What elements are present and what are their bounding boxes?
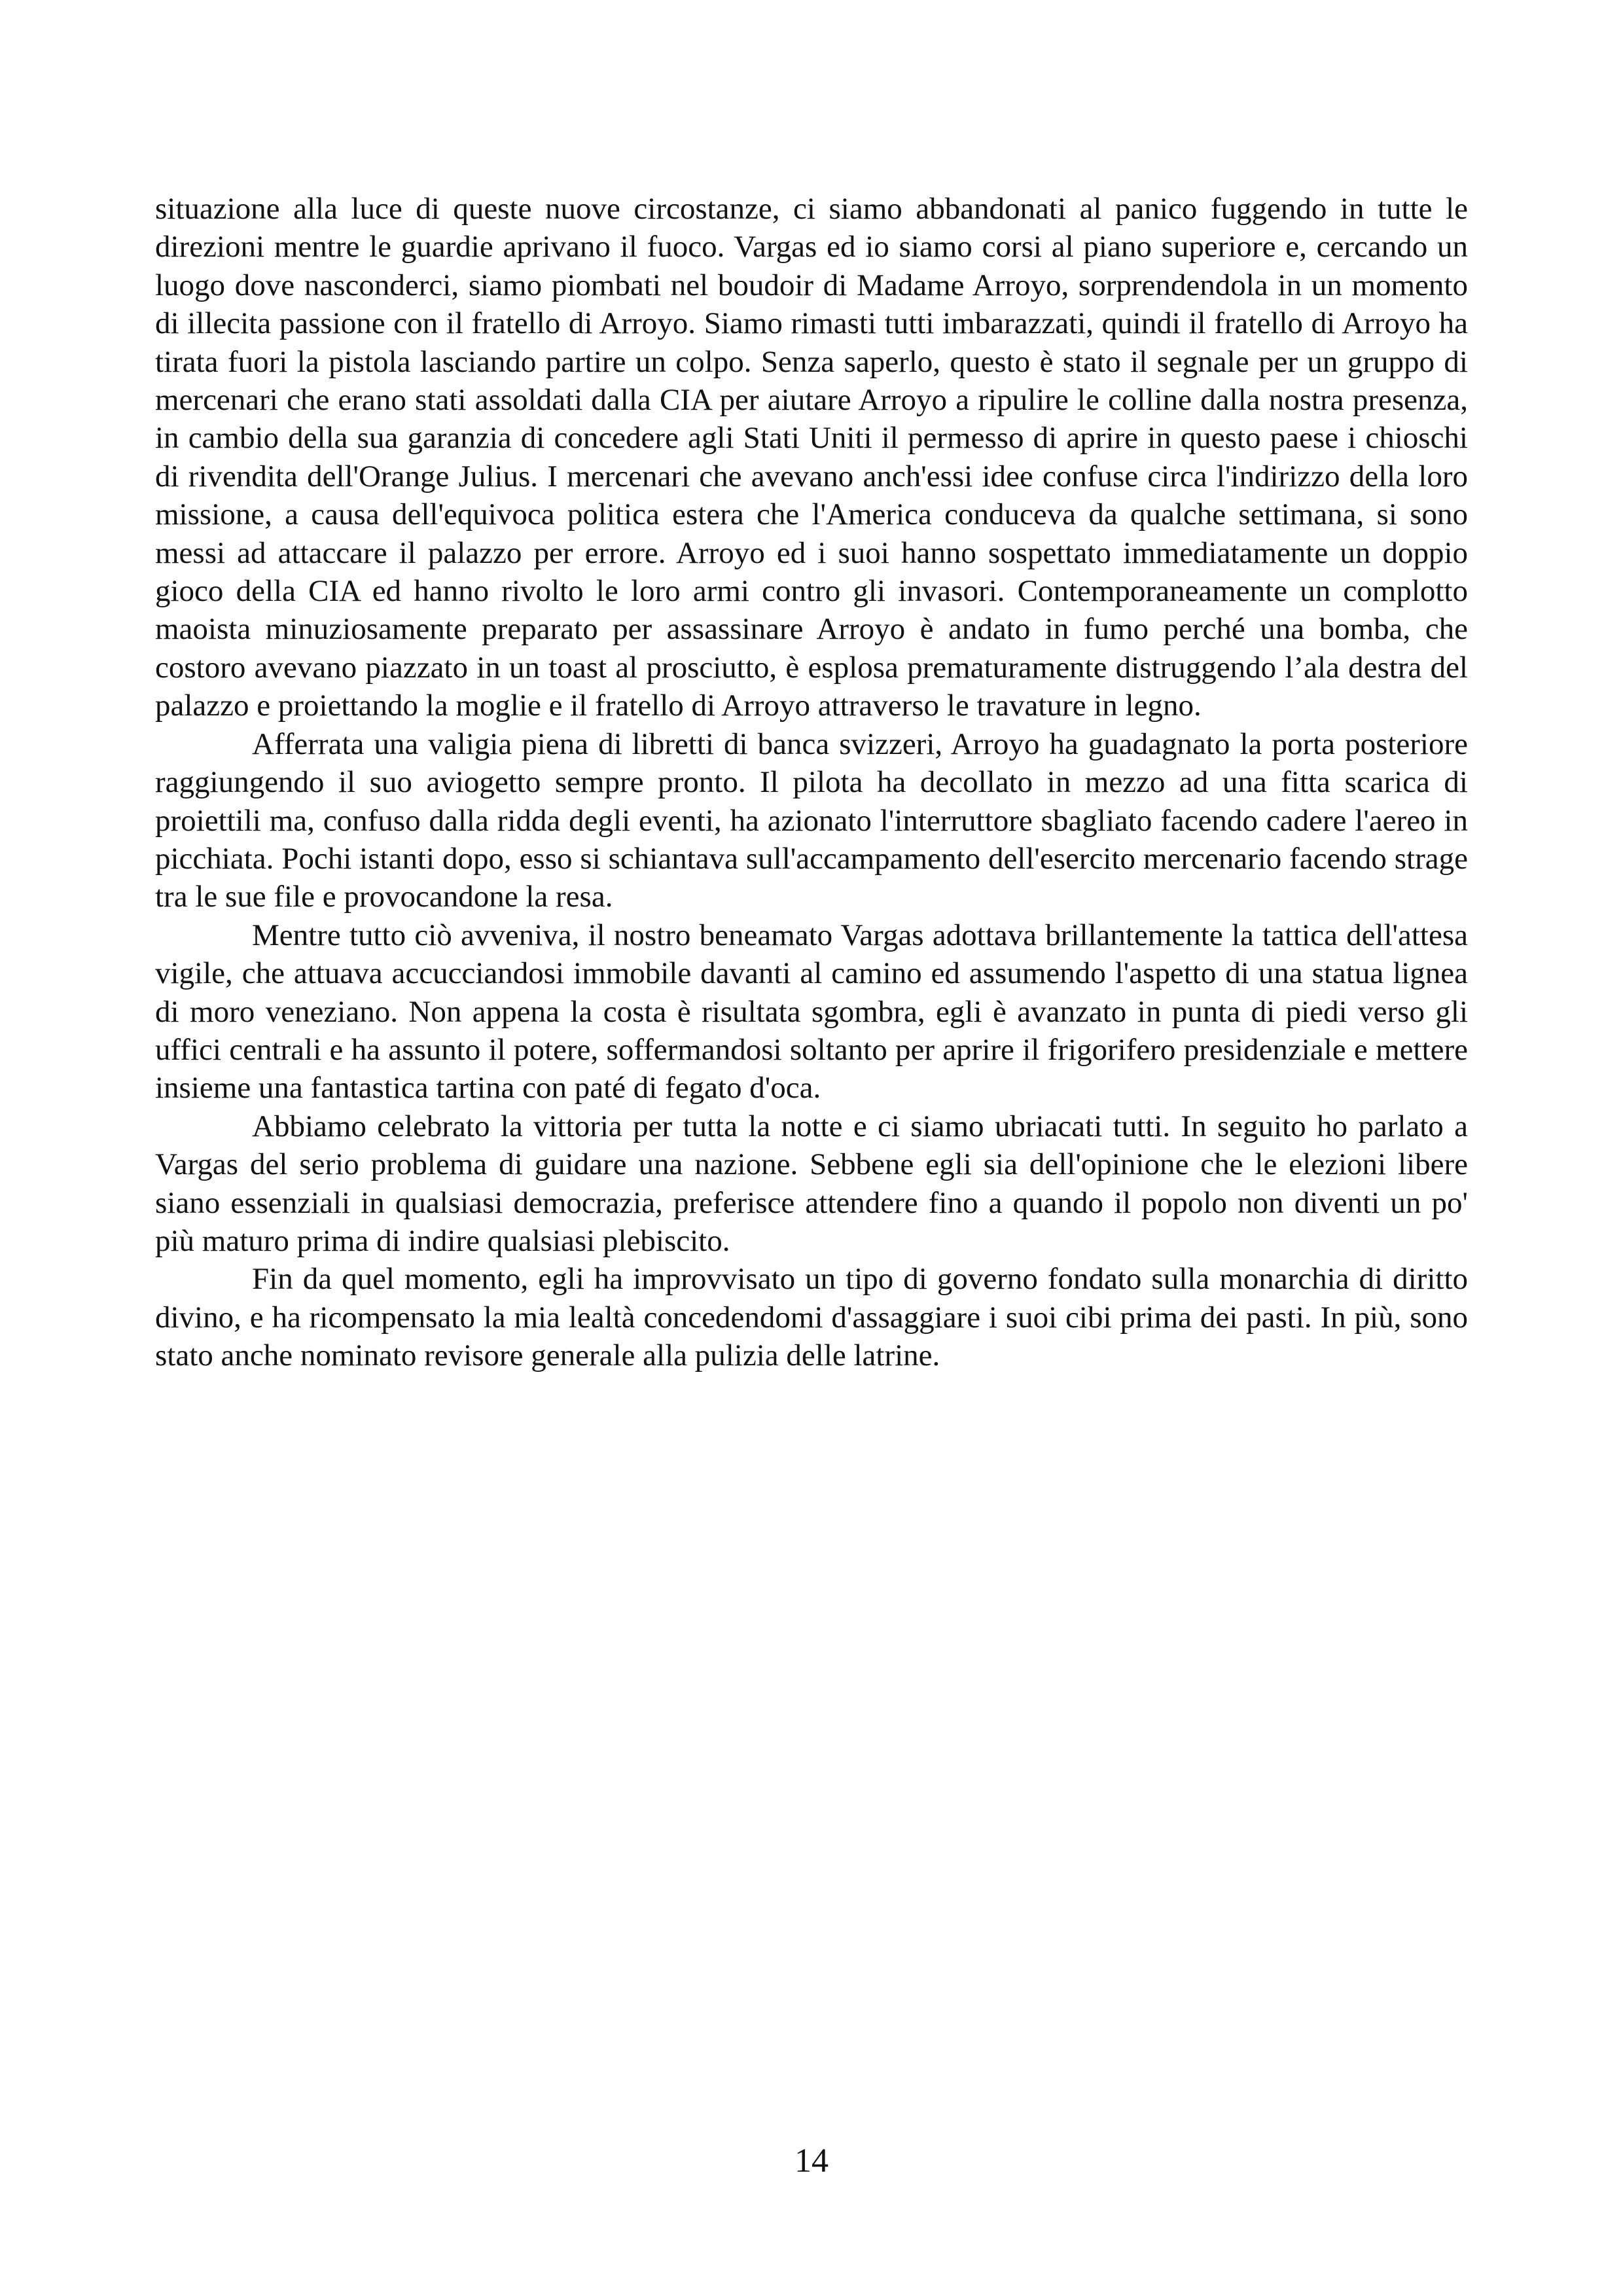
body-text (155, 190, 1468, 1375)
paragraph: Fin da quel momento, egli ha improvvisato un tipo di governo fondato sulla monarchia di diritto divino, e ha ricompensato la mia lealtà concedendomi d'assaggiare i suoi cibi prima dei pasti. In più, sono stato anche nominato revisore generale alla pulizia delle latrine. (155, 1262, 1468, 1373)
paragraph: Afferrata una valigia piena di libretti di banca svizzeri, Arroyo ha guadagnato la porta posteriore raggiungendo il suo aviogetto sempre pronto. Il pilota ha decollato in mezzo ad una fitta scarica di proiettili ma, confuso dalla ridda degli eventi, ha azionato l'interruttore sbagliato facendo cadere l'aereo in picchiata. Pochi istanti dopo, esso si schiantava sull'accampamento dell'esercito mercenario facendo strage tra le sue file e provocandone la resa. (155, 726, 1468, 914)
paragraph-continuation: situazione alla luce di queste nuove circostanze, ci siamo abbandonati al panico fuggendo in tutte le direzioni mentre le guardie aprivano il fuoco. Vargas ed io siamo corsi al piano superiore e, cercando un luogo dove nasconderci, siamo piombati nel boudoir di Madame Arroyo, sorprendendola in un momento di illecita passione con il fratello di Arroyo. Siamo rimasti tutti imbarazzati, quindi il fratello di Arroyo ha tirata fuori la pistola lasciando partire un colpo. Senza saperlo, questo è stato il segnale per un gruppo di mercenari che erano stati assoldati dalla CIA per aiutare Arroyo a ripulire le colline dalla nostra presenza, in cambio della sua garanzia di concedere agli Stati Uniti il permesso di aprire in questo paese i chioschi di rivendita dell'Orange Julius. I mercenari che avevano anch'essi idee confuse circa l'indirizzo della loro missione, a causa dell'equivoca politica estera che l'America conduceva da qualche settimana, si sono messi ad attaccare il palazzo per errore. Arroyo ed i suoi hanno sospettato immediatamente un doppio gioco della CIA ed hanno rivolto le loro armi contro gli invasori. Contemporaneamente un complotto maoista minuziosamente preparato per assassinare Arroyo è andato in fumo perché una bomba, che costoro avevano piazzato in un toast al prosciutto, è esplosa prematuramente distruggendo l’ala destra del palazzo e proiettando la moglie e il fratello di Arroyo attraverso le travature in legno. (155, 192, 1468, 723)
page-number: 14 (794, 2142, 829, 2179)
paragraph: Mentre tutto ciò avveniva, il nostro beneamato Vargas adottava brillantemente la tattica dell'attesa vigile, che attuava accucciandosi immobile davanti al camino ed assumendo l'aspetto di una statua lignea di moro veneziano. Non appena la costa è risultata sgombra, egli è avanzato in punta di piedi verso gli uffici centrali e ha assunto il potere, soffermandosi soltanto per aprire il frigorifero presidenziale e mettere insieme una fantastica tartina con paté di fegato d'oca. (155, 918, 1468, 1105)
paragraph: Abbiamo celebrato la vittoria per tutta la notte e ci siamo ubriacati tutti. In seguito ho parlato a Vargas del serio problema di guidare una nazione. Sebbene egli sia dell'opinione che le elezioni libere siano essenziali in qualsiasi democrazia, preferisce attendere fino a quando il popolo non diventi un po' più maturo prima di indire qualsiasi plebiscito. (155, 1109, 1468, 1258)
